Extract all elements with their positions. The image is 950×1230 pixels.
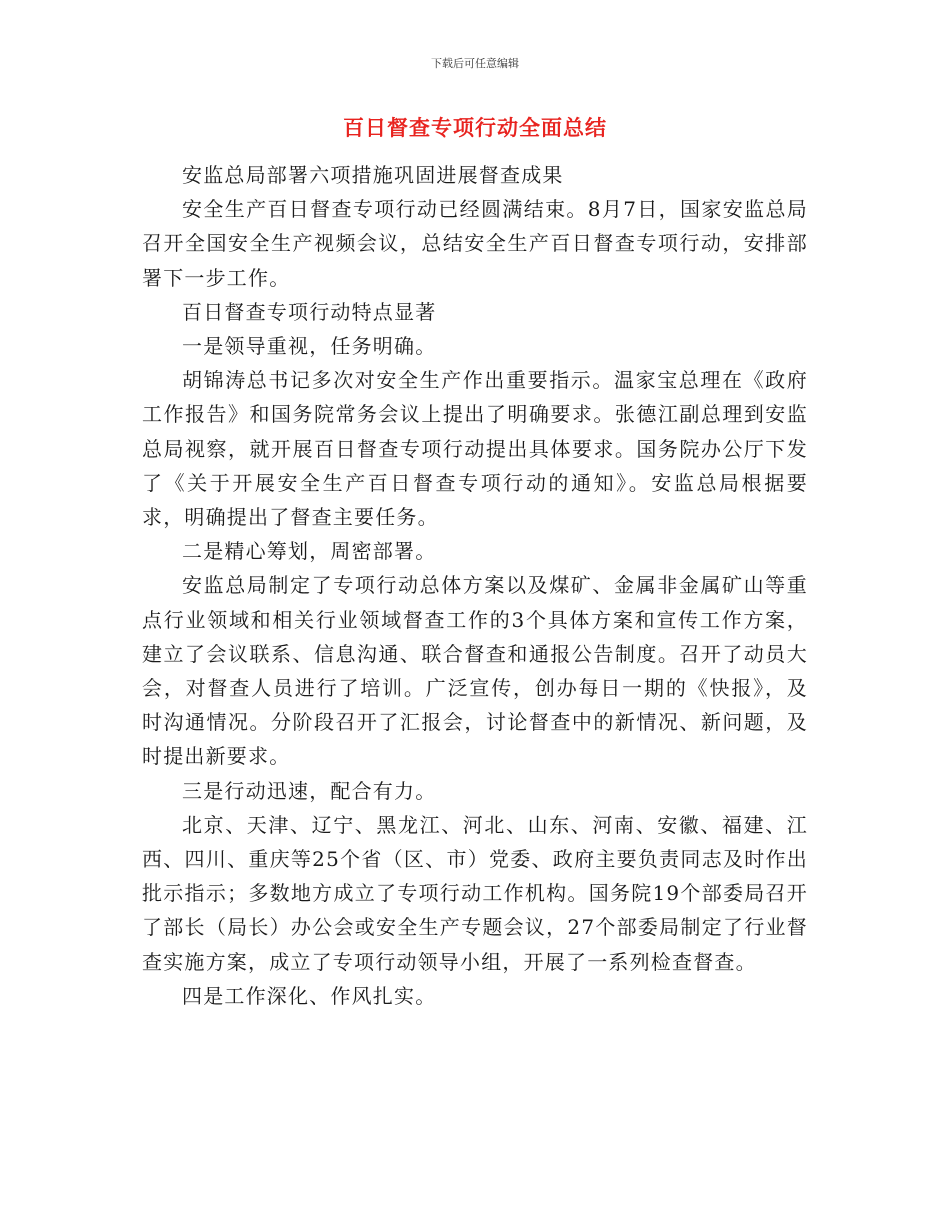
paragraph-intro: 安全生产百日督查专项行动已经圆满结束。8月7日，国家安监总局召开全国安全生产视频会议，总结安全生产百日督查专项行动，安排部署下一步工作。 (142, 197, 808, 290)
paragraph-subtitle: 安监总局部署六项措施巩固进展督查成果 (182, 163, 564, 187)
point-heading-2: 二是精心筹划，周密部署。 (182, 539, 437, 564)
header-note: 下载后可任意编辑 (431, 57, 519, 70)
document-body (142, 158, 808, 1013)
point-body-3: 北京、天津、辽宁、黑龙江、河北、山东、河南、安徽、福建、江西、四川、重庆等25个省（区、市）党委、政府主要负责同志及时作出批示指示；多数地方成立了专项行动工作机构。国务院19个部委局召开了部长（局长）办公会或安全生产专题会议，27个部委局制定了行业督查实施方案，成立了专项行动领导小组，开展了一系列检查督查。 (142, 812, 808, 974)
point-body-2: 安监总局制定了专项行动总体方案以及煤矿、金属非金属矿山等重点行业领域和相关行业领域督查工作的3个具体方案和宣传工作方案，建立了会议联系、信息沟通、联合督查和通报公告制度。召开了动员大会，对督查人员进行了培训。广泛宣传，创办每日一期的《快报》，及时沟通情况。分阶段召开了汇报会，讨论督查中的新情况、新问题，及时提出新要求。 (142, 573, 808, 769)
point-body-1: 胡锦涛总书记多次对安全生产作出重要指示。温家宝总理在《政府工作报告》和国务院常务会议上提出了明确要求。张德江副总理到安监总局视察，就开展百日督查专项行动提出具体要求。国务院办公厅下发了《关于开展安全生产百日督查专项行动的通知》。安监总局根据要求，明确提出了督查主要任务。 (142, 368, 808, 530)
point-heading-3: 三是行动迅速，配合有力。 (182, 778, 437, 803)
point-heading-1: 一是领导重视，任务明确。 (182, 334, 437, 359)
document-title: 百日督查专项行动全面总结 (343, 116, 607, 140)
point-heading-4: 四是工作深化、作风扎实。 (182, 983, 437, 1008)
section-heading: 百日督查专项行动特点显著 (182, 299, 437, 324)
